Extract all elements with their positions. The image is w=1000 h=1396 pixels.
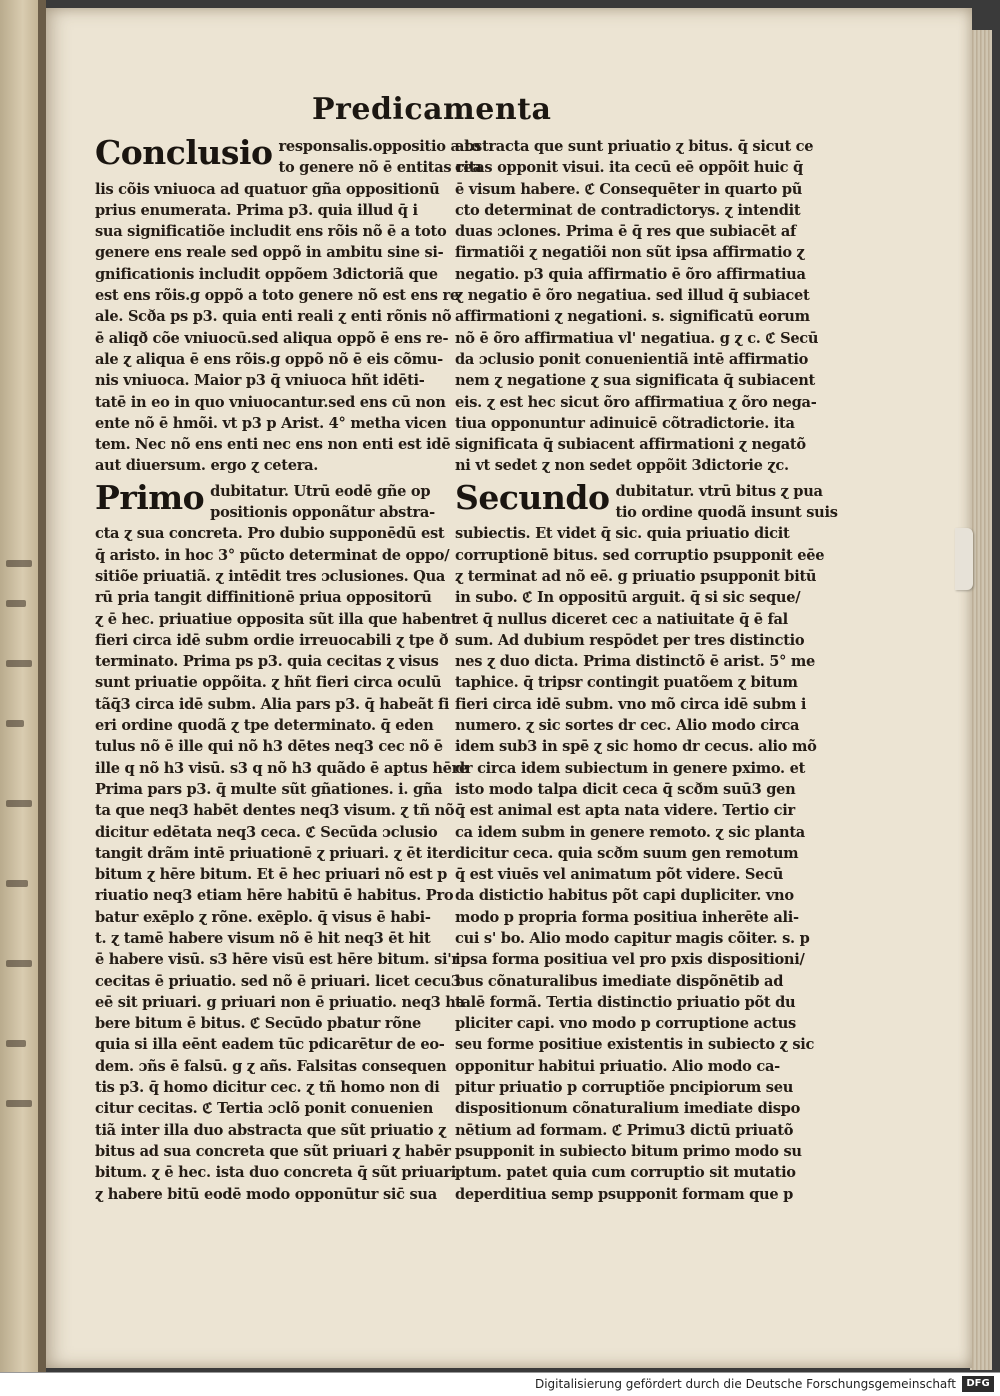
section-initial: Primo (95, 477, 205, 517)
text-line: pliciter capi. vno modo p corruptione actus (455, 1015, 796, 1033)
text-line: tis p3. q̄ homo dicitur cec. ɀ tñ homo non di (95, 1079, 440, 1097)
footer-bar (0, 1372, 1000, 1396)
section-initial: Secundo (455, 477, 610, 517)
text-line: t. ɀ tamē habere visum nõ ē hit neq3 ēt hit (95, 929, 431, 947)
text-line: nes ɀ duo dicta. Prima distinctõ ē arist. 5° me (455, 653, 816, 671)
text-line: ale ɀ aliqua ē ens rõis.g oppõ nõ ē eis cõmu- (95, 350, 443, 368)
text-line: firmatiõi ɀ negatiõi non sũt ipsa affirmatio ɀ (455, 244, 805, 262)
text-line: sitiõe priuatiã. ɀ intēdit tres ɔclusiones. Qua (95, 567, 446, 585)
text-line: ipsa forma positiua vel pro pxis dispositioni/ (455, 951, 805, 969)
paragraph (95, 477, 469, 1205)
text-line: bitus ad sua concreta que sũt priuari ɀ habēr (95, 1142, 451, 1160)
text-line: genere ens reale sed oppõ in ambitu sine si- (95, 244, 444, 262)
text-line: ɀ negatio ē õro negatiua. sed illud q̄ subiacet (455, 287, 810, 305)
text-line: talē formã. Tertia distinctio priuatio põt du (455, 993, 796, 1011)
text-line: deperditiua semp psupponit formam que p (455, 1185, 794, 1203)
text-line: duas ɔclones. Prima ē q̄ res que subiacēt af (455, 223, 797, 241)
left-column (95, 133, 482, 1205)
text-line: da ɔclusio ponit conuenientiã intē affirmatio (455, 350, 809, 368)
text-line: dr circa idem subiectum in genere pximo. et (455, 759, 806, 777)
right-column (455, 136, 838, 1205)
running-head: Predicamenta (312, 92, 552, 127)
text-line: bus cõnaturalibus imediate dispõnētib ad (455, 972, 784, 990)
text-line: ɀ ē hec. priuatiue opposita sũt illa que habent (95, 610, 458, 628)
text-line: significata q̄ subiacent affirmationi ɀ negatõ (455, 436, 806, 454)
text-line: ē visum habere. ℭ Consequēter in quarto pũ (455, 180, 803, 198)
text-line: prius enumerata. Prima p3. quia illud q̄ i (95, 201, 418, 219)
text-line: q̄ aristo. in hoc 3° pũcto determinat de oppo/ (95, 546, 450, 564)
text-line: Prima pars p3. q̄ multe sũt gñationes. i. gña (95, 780, 443, 798)
text-line: eē sit priuari. g priuari non ē priuatio. neq3 ha (95, 993, 465, 1011)
text-line: nõ ē õro affirmatiua vl' negatiua. g ɀ c. ℭ Secū (455, 329, 819, 347)
text-line: cto determinat de contradictorys. ɀ intendit (455, 201, 801, 219)
text-line: riuatio neq3 etiam hēre habitū ē habitus. Pro (95, 887, 454, 905)
text-line: tem. Nec nõ ens enti nec ens non enti est idē (95, 436, 451, 454)
text-line: abstracta que sunt priuatio ɀ bitus. q̄ sicut ce (455, 138, 814, 155)
text-line: ille q nõ h3 visū. s3 q nõ h3 quãdo ē aptus hēre (95, 759, 469, 777)
text-line: tiã inter illa duo abstracta que sũt priuatio ɀ (95, 1121, 447, 1139)
page-stack-edge (970, 30, 992, 1370)
dfg-logo: DFG (962, 1376, 994, 1392)
text-line: fieri circa idē subm. vno mõ circa idē subm i (455, 695, 807, 713)
text-line: dubitatur. Utrū eodē gñe op (210, 482, 431, 500)
text-line: aut diuersum. ergo ɀ cetera. (95, 457, 319, 475)
facing-page-edge (0, 0, 38, 1372)
text-line: subiectis. Et videt q̄ sic. quia priuatio dicit (455, 525, 790, 543)
text-line: ta que neq3 habēt dentes neq3 visum. ɀ tñ nõ (95, 802, 455, 820)
text-line: nem ɀ negatione ɀ sua significata q̄ subiacent (455, 372, 815, 390)
text-line: eis. ɀ est hec sicut õro affirmatiua ɀ õro nega- (455, 393, 817, 411)
text-line: cta ɀ sua concreta. Pro dubio supponēdū est (95, 525, 445, 543)
text-line: quia si illa eēnt eadem tūc pdicarētur de eo- (95, 1036, 445, 1054)
text-line: seu forme positiue existentis in subiecto ɀ sic (455, 1036, 815, 1054)
text-line: affirmationi ɀ negationi. s. significatū eorum (455, 308, 810, 326)
text-line: ente nõ ē hmõi. vt p3 p Arist. 4° metha vicen (95, 414, 447, 432)
text-line: tulus nõ ē ille qui nõ h3 dētes neq3 cec nõ ē (95, 738, 443, 756)
text-line: tiua opponuntur adinuicē cõtradictorie. ita (455, 414, 795, 432)
text-line: dicitur edētata neq3 ceca. ℭ Secūda ɔclusio (95, 823, 438, 841)
text-line: da distictio habitus põt capi dupliciter. vno (455, 887, 794, 905)
text-line: tãq̄3 circa idē subm. Alia pars p3. q̄ habeãt fi (95, 695, 450, 713)
text-line: ale. Scða ps p3. quia enti reali ɀ enti rõnis nõ (95, 308, 452, 326)
text-line: nis vniuoca. Maior p3 q̄ vniuoca hñt idēti- (95, 372, 425, 390)
text-line: sua significatiõe includit ens rõis nõ ē a toto (95, 223, 447, 241)
text-line: dubitatur. vtrū bitus ɀ pua (615, 482, 823, 500)
text-line: taphice. q̄ tripsr contingit puatõem ɀ bitum (455, 674, 798, 692)
text-line: tio ordine quodã insunt suis (615, 504, 838, 522)
text-line: opponitur habitui priuatio. Alio modo ca- (455, 1057, 780, 1075)
text-line: to genere nõ ē entitas rea (278, 159, 482, 177)
funding-notice: Digitalisierung gefördert durch die Deutsche Forschungsgemeinschaft (534, 1377, 956, 1391)
text-line: est ens rõis.g oppõ a toto genere nõ est ens re (95, 287, 459, 305)
text-line: ptum. patet quia cum corruptio sit mutatio (455, 1164, 796, 1182)
text-line: psupponit in subiecto bitum primo modo su (455, 1142, 802, 1160)
text-line: tangit drãm intē priuationē ɀ priuari. ɀ ēt iter (95, 844, 455, 862)
text-line: pitur priuatio p corruptiõe pncipiorum seu (455, 1079, 794, 1097)
text-line: bitum ɀ hēre bitum. Et ē hec priuari nõ est p (95, 866, 448, 884)
text-line: dem. ɔñs ē falsū. g ɀ añs. Falsitas consequen (95, 1057, 447, 1075)
text-line: numero. ɀ sic sortes dr cec. Alio modo circa (455, 717, 800, 735)
text-line: isto modo talpa dicit ceca q̄ scðm suū3 gen (455, 780, 796, 798)
text-line: sum. Ad dubium respōdet per tres distinctio (455, 631, 805, 649)
text-line: corruptionē bitus. sed corruptio psupponit eēe (455, 546, 825, 564)
section-initial: Conclusio (95, 133, 273, 172)
text-line: ē habere visū. s3 hēre visū est hēre bitum. si'r (95, 951, 459, 969)
binding-gutter (38, 0, 46, 1372)
text-line: positionis opponãtur abstra- (210, 504, 435, 522)
text-line: dicitur ceca. quia scðm suum gen remotum (455, 844, 799, 862)
text-line: terminato. Prima ps p3. quia cecitas ɀ visus (95, 653, 439, 671)
text-line: responsalis.oppositio a to (278, 138, 481, 155)
text-line: ret q̄ nullus diceret cec a natiuitate q̄ ē fal (455, 610, 788, 628)
text-line: cecitas ē priuatio. sed nõ ē priuari. licet cecu3 (95, 972, 461, 990)
text-line: sunt priuatie oppõita. ɀ hñt fieri circa oculū (95, 674, 442, 692)
text-line: ni vt sedet ɀ non sedet oppõit 3dictorie ɀc. (455, 457, 789, 475)
text-line: citas opponit visui. ita cecū eē oppõit huic q̄ (455, 159, 803, 177)
text-line: ɀ terminat ad nõ eē. g priuatio psupponit bitū (455, 567, 817, 585)
paragraph (95, 133, 482, 477)
text-line: eri ordine quodã ɀ tpe determinato. q̄ eden (95, 717, 434, 735)
text-line: ca idem subm in genere remoto. ɀ sic planta (455, 823, 805, 841)
text-line: bere bitum ē bitus. ℭ Secūdo pbatur rõne (95, 1015, 421, 1033)
text-line: modo p propria forma positiua inherēte ali- (455, 908, 799, 926)
text-line: batur exēplo ɀ rõne. exēplo. q̄ visus ē habi- (95, 908, 431, 926)
text-line: nētium ad formam. ℭ Primu3 dictū priuatõ (455, 1121, 794, 1139)
text-line: tatē in eo in quo vniuocantur.sed ens cū non (95, 393, 446, 411)
text-line: gnificationis includit oppõem 3dictoriã que (95, 265, 438, 283)
text-line: negatio. p3 quia affirmatio ē õro affirmatiua (455, 265, 806, 283)
text-line: in subo. ℭ In oppositū arguit. q̄ si sic seque/ (455, 589, 801, 607)
text-line: rū pria tangit diffinitionē priua oppositorū (95, 589, 432, 607)
paragraph (455, 136, 819, 477)
text-line: q̄ est animal est apta nata videre. Tertio cir (455, 802, 795, 820)
text-line: ē aliqð cõe vniuocū.sed aliqua oppõ ē ens re- (95, 329, 449, 347)
bookmark-tab (955, 528, 973, 590)
text-line: bitum. ɀ ē hec. ista duo concreta q̄ sũt priuari (95, 1164, 456, 1182)
paragraph (455, 477, 838, 1205)
text-line: fieri circa idē subm ordie irreuocabili ɀ tpe ð (95, 631, 449, 649)
text-line: lis cõis vniuoca ad quatuor gña oppositionū (95, 180, 440, 198)
text-line: citur cecitas. ℭ Tertia ɔclõ ponit conuenien (95, 1100, 434, 1118)
text-line: idem sub3 in spē ɀ sic homo dr cecus. alio mõ (455, 738, 817, 756)
text-line: ɀ habere bitū eodē modo opponūtur sic̄ sua (95, 1185, 437, 1203)
text-line: dispositionum cõnaturalium imediate dispo (455, 1100, 801, 1118)
text-line: q̄ est viuēs vel animatum põt videre. Secū (455, 866, 784, 884)
text-line: cui s' bo. Alio modo capitur magis cõiter. s. p (455, 929, 810, 947)
